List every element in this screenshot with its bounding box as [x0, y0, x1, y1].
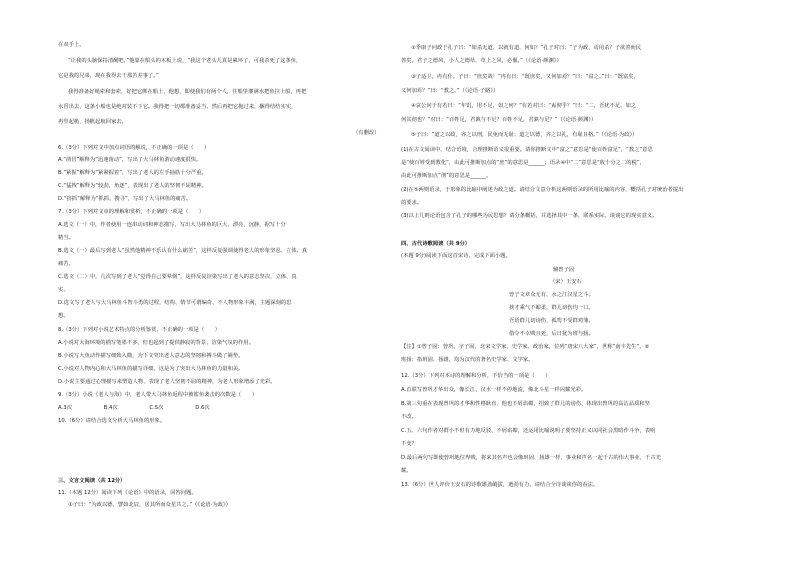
text-line: 精当。 — [58, 235, 74, 241]
question-12: 12.（3分）下列对本诗的理解和分析，不恰当的一项是（ ） — [401, 373, 551, 379]
text-line: 再竖起桅，扬帆起航回家去。 — [58, 119, 127, 125]
question-7: 7.（3分）下列对文章的理解和赏析，不正确的一项是（ ） — [58, 209, 205, 215]
text-line: 想。 — [58, 313, 69, 319]
poem-title: 辅曾子固 — [553, 267, 575, 273]
option-c: C.选文（二）中，几次写到了老人“觉得自己要晕倒”，这样反复渲染写出了老人的意志坚决，立体、真 — [58, 274, 297, 280]
option-d: D.“挤抓”解释为“抓抓，搜寻”，写出了大马林鱼的痛苦。 — [58, 196, 192, 202]
option-a: A.选文（一）中，作者使用一连串动词和神态描写，写出大马林鱼的巨大、漂亮、沉静，据写十分 — [58, 222, 286, 228]
option-a: A.“凿冒”解释为“迅速凿动”，写出了大马林鱼游动速度很快。 — [58, 157, 202, 163]
quote-5: ⑤子曰：“道之以政，齐之以刑，民免而无耻；道之以德，齐之以礼，有耻且格。”（《论语·为政》） — [411, 132, 638, 138]
option-d: D.选文写了老人与大马林鱼斗智斗勇的过程，结构、情节可谓编奇，不人物形象丰满，主题深刻的思 — [58, 300, 292, 306]
sub-question-2: (2)在⑤两则语录，于形象的比喻中阐述为政之道。请结合文意分析这两则语录的所用比喻的内容，概括孔子对统治者提出 — [401, 187, 684, 193]
poem-note: 【注】①曾子固：曾巩，字子固，北宋文学家、史学家、政治家，位列“唐宋八大家”，世称“南丰先生”。② — [401, 344, 650, 350]
poem-line: 吾语群儿切谤伤，孤鸾不受群鸡雏。 — [509, 318, 594, 324]
text-line: 耀。 — [401, 468, 412, 474]
text-line: 何其彻也？”对曰：“百姓足，君孰与不足？百姓不足，君孰与足？”（《论语·颜渊》） — [401, 117, 597, 123]
poem-line: 曾子文章众无有，水之江汉星之斗。 — [509, 292, 594, 298]
text-line: 痛苦。 — [58, 261, 74, 267]
section-heading-poetry: 四、古代诗歌阅读（共 9分） — [401, 241, 471, 247]
poem-line: 挟才乘气不媚柔，群儿谤伤均一口。 — [509, 305, 594, 311]
question-11: 11.（本题 12分）阅读下列《论语》中的语录，回答问题。 — [58, 490, 197, 496]
question-8: 8.（3分）下列对小说艺术特点的分析鉴赏，不正确的一项是（ ） — [58, 327, 221, 333]
option-d: D.最后两句写即使曾巩地位卑贱，将来其名声也会像班固、扬雄一样，事业和声名一起千古的伟大事业，千古光 — [401, 455, 662, 461]
question-9-options: A.3次 B.4次 C.5次 D.6次 — [58, 405, 210, 411]
option-d: D.小说主要通过心理描写来塑造人物，表现了老人坚韧不屈的精神，为老人形象增添了光彩。 — [58, 379, 276, 385]
question-10: 10.（6分）请结合选文分析大马林鱼的形象。 — [58, 418, 166, 424]
text-line: 是“使百姓受到教化”，由此可推断加点的“庶”的意思是______；语录④中“二”意思是“收十分之二的税”， — [401, 160, 645, 166]
poem-author: （宋）王安石 — [550, 279, 582, 285]
question-6: 6.（3分）下列对文中加点词语的解说，不正确的一项是（ ） — [58, 145, 210, 151]
source-note: （有删改） — [353, 130, 380, 136]
option-b: B.小说写大鱼动作描写细致入微，为下文突出老人意志的坚韧和搏斗做了铺垫。 — [58, 353, 244, 359]
option-b: B.“紧握”解释为“紧紧握着”，写出了老人的左手抽筋十分严重。 — [58, 170, 207, 176]
poetry-instruction: (本题 9分)阅读下面这首宋诗，完成下面小题。 — [401, 253, 511, 259]
poem-line: 借令不幸贱且死，后日犹为班与扬。 — [509, 331, 594, 337]
option-c: C.小说对人物内心和大马林鱼的描写详细，这是为了突出大马林鱼的力量和美。 — [58, 366, 244, 372]
text-line: 它是我的兄弟，现在我得去干那苦差事了。” — [58, 73, 159, 79]
question-9: 9.（3分）小说《老人与海》中，老人带大马林鱼返程中被鲨鱼袭击的次数是（ ） — [58, 392, 258, 398]
quote-1: ①子曰：“为政以德，譬如北辰，居其所而众星共之。”（《论语·为政》） — [68, 502, 231, 508]
text-line: 我得准备好绳索和套索，好把它绑在船上，他想，即使我们有两个人，往船里灌满水把鱼拉上船，再把 — [68, 89, 307, 95]
section-heading-classical: 三、文言文阅读（共 12分） — [58, 478, 126, 484]
text-line: 善矣。君子之德风，小人之德草，草上之风，必偃。”（《论语·颜渊》） — [401, 58, 562, 64]
option-a: A.小说对大海环境的描写笔墨不多，但也起到了提供静寂的背景、渲染气氛的作用。 — [58, 340, 254, 346]
text-line: 又何加焉？”曰：“教之。”（《论语·子路》） — [401, 88, 499, 94]
text-line: 不改。 — [401, 414, 417, 420]
option-c: C.“猛拽”解释为“较劲，角逐”，表现出了老人的坚韧不屈精神。 — [58, 183, 207, 189]
option-c: C.五、六句作者对群小不但有力地反驳，不屑谄媚，还运用比喻说明了要坚持正义以同社会黑暗作斗争，表明 — [401, 428, 656, 434]
text-line: 的要求。 — [401, 200, 423, 206]
option-b: B.第三句重在表现曾巩的才华和性格耿直，他也不屑谄媚，招致了群儿的谤伤，体现出曾巩的高洁品质和坚 — [401, 401, 650, 407]
sub-question-3: (3)以上几则论语包含了孔子的哪些为民思想？请分条概括，并选择其中一条，联系实际，谈谈它的现实意义。 — [401, 213, 658, 219]
text-line: 在双手上。 — [58, 42, 85, 48]
text-line: 不变？ — [401, 441, 417, 447]
text-line: 由此可推断加点“彻”的意思是______。 — [401, 173, 492, 179]
text-line: 实。 — [58, 287, 69, 293]
sub-question-1: (1)在古文阅读中，结合语境，合理推断语义很重要。请你推断文中“富之”意思是“使百姓富足”，“教之”意思 — [401, 147, 653, 153]
text-line: 水舀出去，这条小船也是绝对装不下它。我得把一切都准备妥当，然后再把它拖过来，捆得结结实实， — [58, 104, 297, 110]
quote-4: ④哀公问于有若曰：“年饥，用不足，如之何？”有若对曰：“盍彻乎？”曰：“二，吾犹不足，如之 — [411, 103, 637, 109]
text-line: 班扬：指班固、扬雄，均为汉代的著名史学家、文学家。 — [401, 357, 534, 363]
option-a: A.首联写曾巩才华出众，像长江、汉水一样不停地流，像北斗星一样闪耀光彩。 — [401, 387, 587, 393]
text-line: “让我的头脑保持清醒吧，”他靠在船头的木板上说，“我这个老头儿真是累坏了，可我杀死了这条鱼， — [68, 58, 302, 64]
question-13: 13.（6分）世人评价王安石的诗歌雄劲峭拔，遒劲有力，请结合全诗谈谈你的看法。 — [401, 482, 599, 488]
quote-2: ②季康子问政于孔子曰：“如杀无道，以就有道，何如？”孔子对曰：“子为政，焉用杀？子欲善而民 — [411, 45, 642, 51]
option-b: B.选文（一）最后写到老人“虽然他精神不乐认有什么痛苦”，这样反复强调使得老人的形象坚忍、立体、真 — [58, 248, 308, 254]
quote-3: ③子适卫，冉有仆。子曰：“庶矣哉！”冉有曰：“既庶矣，又何加焉？”曰：“富之。”曰：“既富矣， — [411, 74, 639, 80]
